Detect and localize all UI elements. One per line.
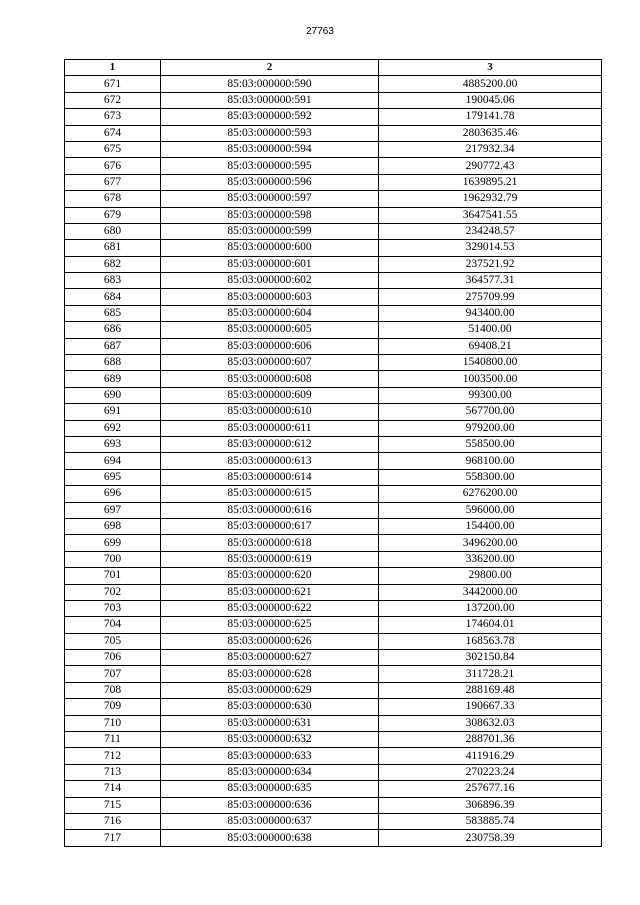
value-cell: 230758.39 — [379, 830, 602, 846]
row-number-cell: 703 — [65, 600, 161, 616]
value-cell: 288701.36 — [379, 732, 602, 748]
value-cell: 51400.00 — [379, 322, 602, 338]
table-row — [65, 207, 602, 223]
table-row — [65, 600, 602, 616]
row-number-cell: 714 — [65, 781, 161, 797]
table-row — [65, 371, 602, 387]
cadastral-number-cell: 85:03:000000:620 — [161, 568, 379, 584]
cadastral-number-cell: 85:03:000000:612 — [161, 436, 379, 452]
value-cell: 190667.33 — [379, 699, 602, 715]
row-number-cell: 682 — [65, 256, 161, 272]
row-number-cell: 688 — [65, 355, 161, 371]
value-cell: 257677.16 — [379, 781, 602, 797]
value-cell: 1962932.79 — [379, 191, 602, 207]
table-row — [65, 436, 602, 452]
cadastral-number-cell: 85:03:000000:622 — [161, 600, 379, 616]
table-row — [65, 305, 602, 321]
row-number-cell: 716 — [65, 813, 161, 829]
cadastral-number-cell: 85:03:000000:602 — [161, 273, 379, 289]
row-number-cell: 707 — [65, 666, 161, 682]
row-number-cell: 675 — [65, 141, 161, 157]
row-number-cell: 691 — [65, 404, 161, 420]
row-number-cell: 710 — [65, 715, 161, 731]
cadastral-number-cell: 85:03:000000:627 — [161, 650, 379, 666]
value-cell: 2803635.46 — [379, 125, 602, 141]
cadastral-number-cell: 85:03:000000:611 — [161, 420, 379, 436]
column-header-1: 1 — [65, 60, 161, 76]
row-number-cell: 677 — [65, 174, 161, 190]
row-number-cell: 711 — [65, 732, 161, 748]
cadastral-number-cell: 85:03:000000:625 — [161, 617, 379, 633]
table-row — [65, 387, 602, 403]
row-number-cell: 695 — [65, 469, 161, 485]
cadastral-number-cell: 85:03:000000:600 — [161, 240, 379, 256]
table-row — [65, 699, 602, 715]
header-row — [65, 60, 602, 76]
value-cell: 4885200.00 — [379, 76, 602, 92]
table-row — [65, 338, 602, 354]
cadastral-number-cell: 85:03:000000:633 — [161, 748, 379, 764]
row-number-cell: 674 — [65, 125, 161, 141]
table-row — [65, 830, 602, 846]
table-row — [65, 813, 602, 829]
table-row — [65, 240, 602, 256]
row-number-cell: 712 — [65, 748, 161, 764]
cadastral-number-cell: 85:03:000000:638 — [161, 830, 379, 846]
cadastral-number-cell: 85:03:000000:601 — [161, 256, 379, 272]
cadastral-number-cell: 85:03:000000:594 — [161, 141, 379, 157]
table-row — [65, 551, 602, 567]
row-number-cell: 694 — [65, 453, 161, 469]
value-cell: 6276200.00 — [379, 486, 602, 502]
cadastral-number-cell: 85:03:000000:606 — [161, 338, 379, 354]
row-number-cell: 683 — [65, 273, 161, 289]
table-row — [65, 518, 602, 534]
table-row — [65, 273, 602, 289]
registry-table — [64, 59, 602, 847]
cadastral-number-cell: 85:03:000000:636 — [161, 797, 379, 813]
row-number-cell: 697 — [65, 502, 161, 518]
cadastral-number-cell: 85:03:000000:631 — [161, 715, 379, 731]
table-row — [65, 797, 602, 813]
cadastral-number-cell: 85:03:000000:607 — [161, 355, 379, 371]
table-row — [65, 404, 602, 420]
table-row — [65, 223, 602, 239]
value-cell: 99300.00 — [379, 387, 602, 403]
cadastral-number-cell: 85:03:000000:608 — [161, 371, 379, 387]
table-row — [65, 191, 602, 207]
value-cell: 290772.43 — [379, 158, 602, 174]
row-number-cell: 709 — [65, 699, 161, 715]
table-row — [65, 289, 602, 305]
cadastral-number-cell: 85:03:000000:591 — [161, 92, 379, 108]
column-header-2: 2 — [161, 60, 379, 76]
row-number-cell: 679 — [65, 207, 161, 223]
value-cell: 411916.29 — [379, 748, 602, 764]
value-cell: 1639895.21 — [379, 174, 602, 190]
table-header — [65, 60, 602, 76]
cadastral-number-cell: 85:03:000000:619 — [161, 551, 379, 567]
table-row — [65, 617, 602, 633]
value-cell: 3496200.00 — [379, 535, 602, 551]
cadastral-number-cell: 85:03:000000:630 — [161, 699, 379, 715]
table-row — [65, 764, 602, 780]
row-number-cell: 684 — [65, 289, 161, 305]
table-body — [65, 76, 602, 846]
cadastral-number-cell: 85:03:000000:609 — [161, 387, 379, 403]
table-row — [65, 355, 602, 371]
value-cell: 943400.00 — [379, 305, 602, 321]
cadastral-number-cell: 85:03:000000:595 — [161, 158, 379, 174]
row-number-cell: 699 — [65, 535, 161, 551]
row-number-cell: 708 — [65, 682, 161, 698]
row-number-cell: 678 — [65, 191, 161, 207]
value-cell: 29800.00 — [379, 568, 602, 584]
cadastral-number-cell: 85:03:000000:597 — [161, 191, 379, 207]
value-cell: 237521.92 — [379, 256, 602, 272]
cadastral-number-cell: 85:03:000000:615 — [161, 486, 379, 502]
table-row — [65, 420, 602, 436]
row-number-cell: 687 — [65, 338, 161, 354]
table-row — [65, 715, 602, 731]
row-number-cell: 700 — [65, 551, 161, 567]
value-cell: 311728.21 — [379, 666, 602, 682]
table-row — [65, 453, 602, 469]
table-row — [65, 584, 602, 600]
value-cell: 3442000.00 — [379, 584, 602, 600]
value-cell: 275709.99 — [379, 289, 602, 305]
value-cell: 137200.00 — [379, 600, 602, 616]
value-cell: 288169.48 — [379, 682, 602, 698]
table-row — [65, 748, 602, 764]
row-number-cell: 689 — [65, 371, 161, 387]
table-row — [65, 666, 602, 682]
cadastral-number-cell: 85:03:000000:621 — [161, 584, 379, 600]
table-row — [65, 125, 602, 141]
table-row — [65, 322, 602, 338]
page-number: 27763 — [306, 26, 334, 37]
cadastral-number-cell: 85:03:000000:598 — [161, 207, 379, 223]
cadastral-number-cell: 85:03:000000:626 — [161, 633, 379, 649]
value-cell: 190045.06 — [379, 92, 602, 108]
table-row — [65, 109, 602, 125]
row-number-cell: 693 — [65, 436, 161, 452]
value-cell: 234248.57 — [379, 223, 602, 239]
cadastral-number-cell: 85:03:000000:599 — [161, 223, 379, 239]
value-cell: 968100.00 — [379, 453, 602, 469]
row-number-cell: 704 — [65, 617, 161, 633]
value-cell: 168563.78 — [379, 633, 602, 649]
value-cell: 336200.00 — [379, 551, 602, 567]
value-cell: 567700.00 — [379, 404, 602, 420]
value-cell: 179141.78 — [379, 109, 602, 125]
table-row — [65, 502, 602, 518]
row-number-cell: 671 — [65, 76, 161, 92]
row-number-cell: 705 — [65, 633, 161, 649]
cadastral-number-cell: 85:03:000000:614 — [161, 469, 379, 485]
cadastral-number-cell: 85:03:000000:618 — [161, 535, 379, 551]
cadastral-number-cell: 85:03:000000:628 — [161, 666, 379, 682]
cadastral-number-cell: 85:03:000000:604 — [161, 305, 379, 321]
cadastral-number-cell: 85:03:000000:603 — [161, 289, 379, 305]
value-cell: 69408.21 — [379, 338, 602, 354]
row-number-cell: 672 — [65, 92, 161, 108]
column-header-3: 3 — [379, 60, 602, 76]
row-number-cell: 676 — [65, 158, 161, 174]
cadastral-number-cell: 85:03:000000:596 — [161, 174, 379, 190]
table-row — [65, 535, 602, 551]
table-row — [65, 486, 602, 502]
value-cell: 558500.00 — [379, 436, 602, 452]
value-cell: 306896.39 — [379, 797, 602, 813]
row-number-cell: 673 — [65, 109, 161, 125]
table-row — [65, 781, 602, 797]
row-number-cell: 685 — [65, 305, 161, 321]
value-cell: 174604.01 — [379, 617, 602, 633]
value-cell: 979200.00 — [379, 420, 602, 436]
table-row — [65, 256, 602, 272]
value-cell: 1540800.00 — [379, 355, 602, 371]
table-row — [65, 92, 602, 108]
cadastral-number-cell: 85:03:000000:634 — [161, 764, 379, 780]
row-number-cell: 706 — [65, 650, 161, 666]
row-number-cell: 686 — [65, 322, 161, 338]
table-row — [65, 158, 602, 174]
table-row — [65, 633, 602, 649]
row-number-cell: 717 — [65, 830, 161, 846]
cadastral-number-cell: 85:03:000000:617 — [161, 518, 379, 534]
row-number-cell: 702 — [65, 584, 161, 600]
table-row — [65, 682, 602, 698]
value-cell: 1003500.00 — [379, 371, 602, 387]
value-cell: 364577.31 — [379, 273, 602, 289]
value-cell: 154400.00 — [379, 518, 602, 534]
table-row — [65, 732, 602, 748]
row-number-cell: 715 — [65, 797, 161, 813]
cadastral-number-cell: 85:03:000000:593 — [161, 125, 379, 141]
row-number-cell: 692 — [65, 420, 161, 436]
cadastral-number-cell: 85:03:000000:590 — [161, 76, 379, 92]
row-number-cell: 690 — [65, 387, 161, 403]
value-cell: 329014.53 — [379, 240, 602, 256]
cadastral-number-cell: 85:03:000000:635 — [161, 781, 379, 797]
cadastral-number-cell: 85:03:000000:616 — [161, 502, 379, 518]
cadastral-number-cell: 85:03:000000:632 — [161, 732, 379, 748]
row-number-cell: 696 — [65, 486, 161, 502]
cadastral-number-cell: 85:03:000000:629 — [161, 682, 379, 698]
row-number-cell: 701 — [65, 568, 161, 584]
cadastral-number-cell: 85:03:000000:592 — [161, 109, 379, 125]
cadastral-number-cell: 85:03:000000:613 — [161, 453, 379, 469]
table-row — [65, 650, 602, 666]
table-row — [65, 174, 602, 190]
row-number-cell: 713 — [65, 764, 161, 780]
row-number-cell: 680 — [65, 223, 161, 239]
cadastral-number-cell: 85:03:000000:610 — [161, 404, 379, 420]
table-row — [65, 469, 602, 485]
row-number-cell: 681 — [65, 240, 161, 256]
value-cell: 558300.00 — [379, 469, 602, 485]
value-cell: 270223.24 — [379, 764, 602, 780]
value-cell: 302150.84 — [379, 650, 602, 666]
cadastral-number-cell: 85:03:000000:605 — [161, 322, 379, 338]
cadastral-number-cell: 85:03:000000:637 — [161, 813, 379, 829]
value-cell: 596000.00 — [379, 502, 602, 518]
table-row — [65, 141, 602, 157]
value-cell: 217932.34 — [379, 141, 602, 157]
row-number-cell: 698 — [65, 518, 161, 534]
value-cell: 3647541.55 — [379, 207, 602, 223]
value-cell: 308632.03 — [379, 715, 602, 731]
value-cell: 583885.74 — [379, 813, 602, 829]
table-row — [65, 568, 602, 584]
table-row — [65, 76, 602, 92]
